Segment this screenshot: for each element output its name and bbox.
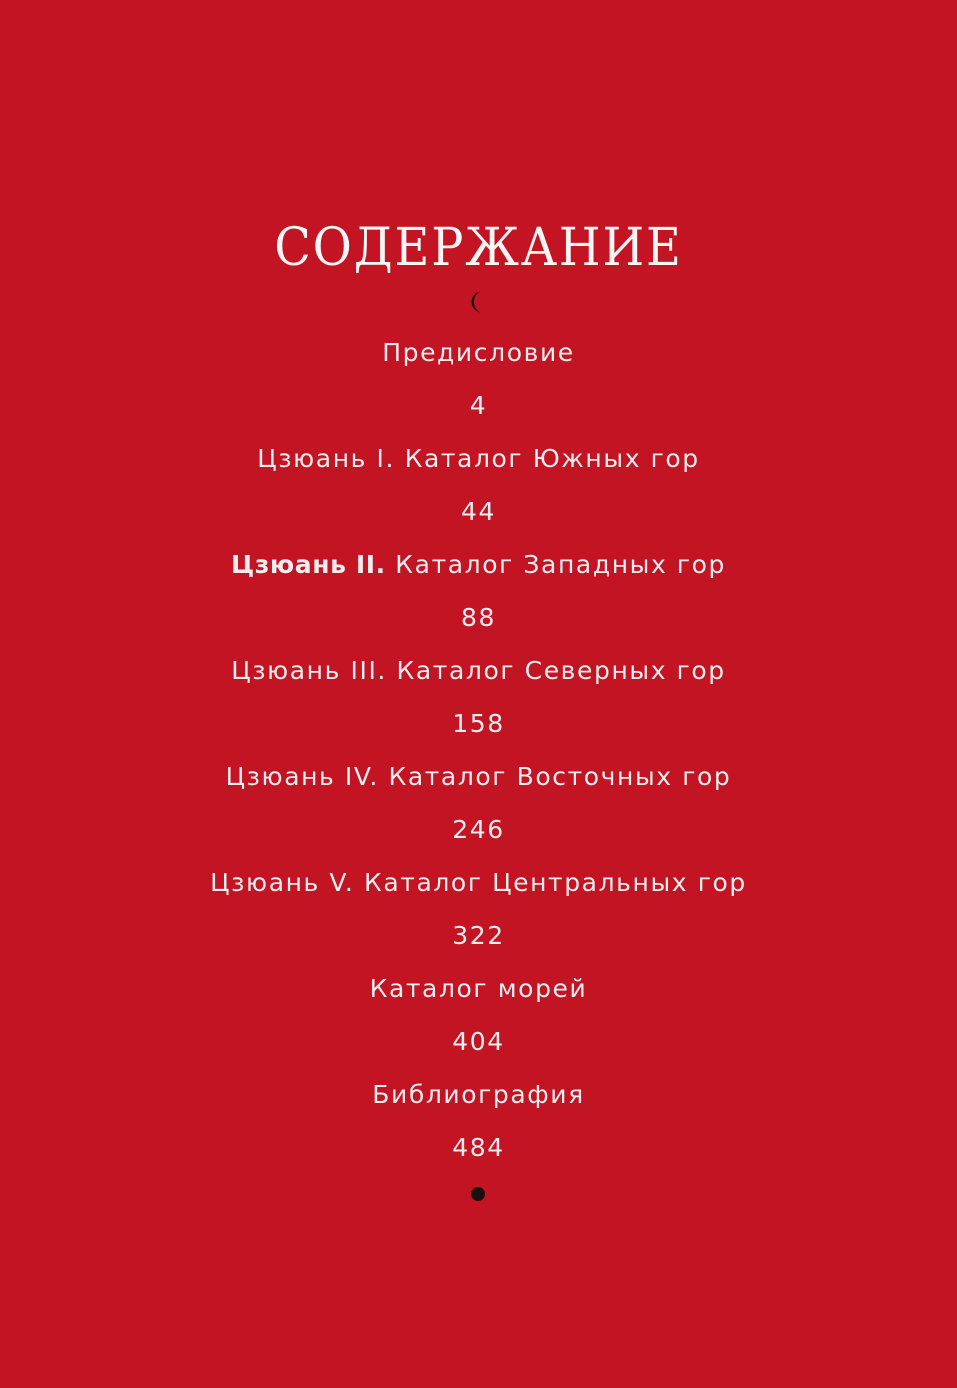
toc-entry-title: Цзюань III. Каталог Северных гор [231,656,726,685]
toc-entry-page: 246 [452,815,505,844]
toc-entry-seas[interactable] [0,962,957,1068]
toc-entry-title: Библиография [372,1080,585,1109]
page-title: СОДЕРЖАНИЕ [274,217,683,278]
toc-entry-southern-mountains[interactable] [0,432,957,538]
toc-entry-title [0,538,957,591]
toc-entry-page: 4 [469,391,488,420]
toc-entry-page: 404 [452,1027,505,1056]
toc-entry-title: Каталог морей [369,974,588,1003]
toc-entry-page: 322 [452,921,505,950]
dot-icon [471,1187,485,1201]
toc-entry-title-rest: Каталог Западных гор [385,550,727,579]
toc-entry-eastern-mountains[interactable] [0,750,957,856]
toc-entry-western-mountains[interactable] [0,538,957,644]
toc-entry-title: Предисловие [382,338,575,367]
toc-entry-page: 484 [452,1133,505,1162]
toc-entry-page: 44 [460,497,496,526]
toc-entry-page: 158 [452,709,505,738]
toc-entry-title: Цзюань I. Каталог Южных гор [257,444,700,473]
toc-entry-title: Цзюань V. Каталог Центральных гор [210,868,747,897]
toc-entry-preface[interactable] [0,326,957,432]
toc-entry-central-mountains[interactable] [0,856,957,962]
toc-entry-northern-mountains[interactable] [0,644,957,750]
table-of-contents [0,326,957,1174]
toc-entry-page: 88 [460,603,496,632]
toc-entry-bibliography[interactable] [0,1068,957,1174]
crescent-moon-icon [467,290,489,314]
toc-entry-title-prefix: Цзюань II. [230,550,386,579]
toc-entry-title: Цзюань IV. Каталог Восточных гор [225,762,732,791]
